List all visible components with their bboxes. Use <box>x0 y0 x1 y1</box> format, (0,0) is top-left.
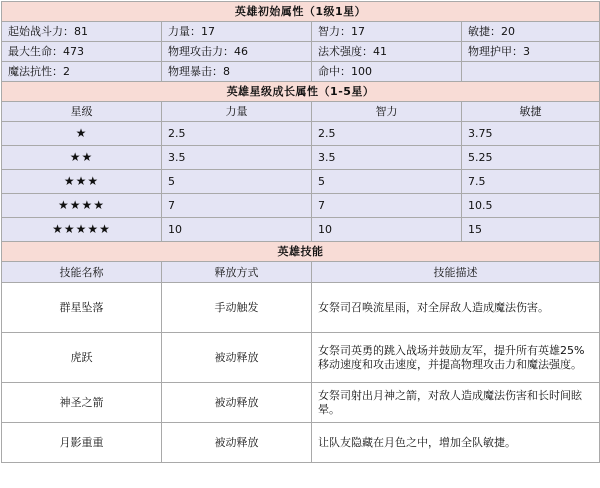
growth-int: 3.5 <box>312 146 462 170</box>
base-attributes-title: 英雄初始属性（1级1星） <box>2 2 600 22</box>
growth-str: 5 <box>162 170 312 194</box>
skill-row <box>2 333 600 383</box>
skills-header-cast: 释放方式 <box>162 262 312 283</box>
hero-info-tables <box>1 1 599 486</box>
growth-str: 3.5 <box>162 146 312 170</box>
star-rating-icon: ★★★★★ <box>2 218 162 242</box>
growth-agi: 10.5 <box>462 194 600 218</box>
attr-cell: 物理攻击力：46 <box>162 42 312 62</box>
growth-table <box>1 81 600 242</box>
star-rating-icon: ★★★ <box>2 170 162 194</box>
growth-str: 2.5 <box>162 122 312 146</box>
growth-header-row <box>2 102 600 122</box>
growth-header-str: 力量 <box>162 102 312 122</box>
growth-int: 2.5 <box>312 122 462 146</box>
growth-header-agi: 敏捷 <box>462 102 600 122</box>
skill-name: 虎跃 <box>2 333 162 383</box>
attr-row <box>2 22 600 42</box>
growth-int: 7 <box>312 194 462 218</box>
star-rating-icon: ★★★★ <box>2 194 162 218</box>
skills-header-row <box>2 262 600 283</box>
skill-cast-type: 被动释放 <box>162 423 312 463</box>
skills-table <box>1 241 600 463</box>
growth-int: 5 <box>312 170 462 194</box>
skill-name: 神圣之箭 <box>2 383 162 423</box>
attr-cell: 法术强度：41 <box>312 42 462 62</box>
attr-row <box>2 42 600 62</box>
attr-cell-empty <box>462 62 600 82</box>
growth-agi: 7.5 <box>462 170 600 194</box>
growth-str: 7 <box>162 194 312 218</box>
skill-name: 群星坠落 <box>2 283 162 333</box>
skill-cast-type: 被动释放 <box>162 383 312 423</box>
skill-row <box>2 423 600 463</box>
growth-header-star: 星级 <box>2 102 162 122</box>
skill-row <box>2 383 600 423</box>
skill-row <box>2 283 600 333</box>
attr-cell: 敏捷：20 <box>462 22 600 42</box>
growth-agi: 15 <box>462 218 600 242</box>
skill-description: 女祭司射出月神之箭，对敌人造成魔法伤害和长时间眩晕。 <box>312 383 600 423</box>
growth-str: 10 <box>162 218 312 242</box>
attr-row <box>2 62 600 82</box>
star-rating-icon: ★★ <box>2 146 162 170</box>
growth-row <box>2 170 600 194</box>
skill-cast-type: 被动释放 <box>162 333 312 383</box>
skill-cast-type: 手动触发 <box>162 283 312 333</box>
skills-title: 英雄技能 <box>2 242 600 262</box>
growth-row <box>2 218 600 242</box>
star-rating-icon: ★ <box>2 122 162 146</box>
attr-cell: 命中：100 <box>312 62 462 82</box>
growth-header-int: 智力 <box>312 102 462 122</box>
skills-header-desc: 技能描述 <box>312 262 600 283</box>
growth-agi: 5.25 <box>462 146 600 170</box>
attr-cell: 起始战斗力：81 <box>2 22 162 42</box>
skill-description: 女祭司英勇的跳入战场并鼓励友军，提升所有英雄25%移动速度和攻击速度，并提高物理攻击力和魔法强度。 <box>312 333 600 383</box>
base-attributes-table <box>1 1 600 82</box>
attr-cell: 物理暴击：8 <box>162 62 312 82</box>
skills-header-name: 技能名称 <box>2 262 162 283</box>
skill-name: 月影重重 <box>2 423 162 463</box>
attr-cell: 最大生命：473 <box>2 42 162 62</box>
growth-row <box>2 194 600 218</box>
growth-row <box>2 146 600 170</box>
growth-row <box>2 122 600 146</box>
growth-int: 10 <box>312 218 462 242</box>
attr-cell: 智力：17 <box>312 22 462 42</box>
attr-cell: 力量：17 <box>162 22 312 42</box>
attr-cell: 物理护甲：3 <box>462 42 600 62</box>
growth-agi: 3.75 <box>462 122 600 146</box>
attr-cell: 魔法抗性：2 <box>2 62 162 82</box>
skill-description: 女祭司召唤流星雨，对全屏敌人造成魔法伤害。 <box>312 283 600 333</box>
growth-title: 英雄星级成长属性（1-5星） <box>2 82 600 102</box>
skill-description: 让队友隐藏在月色之中，增加全队敏捷。 <box>312 423 600 463</box>
